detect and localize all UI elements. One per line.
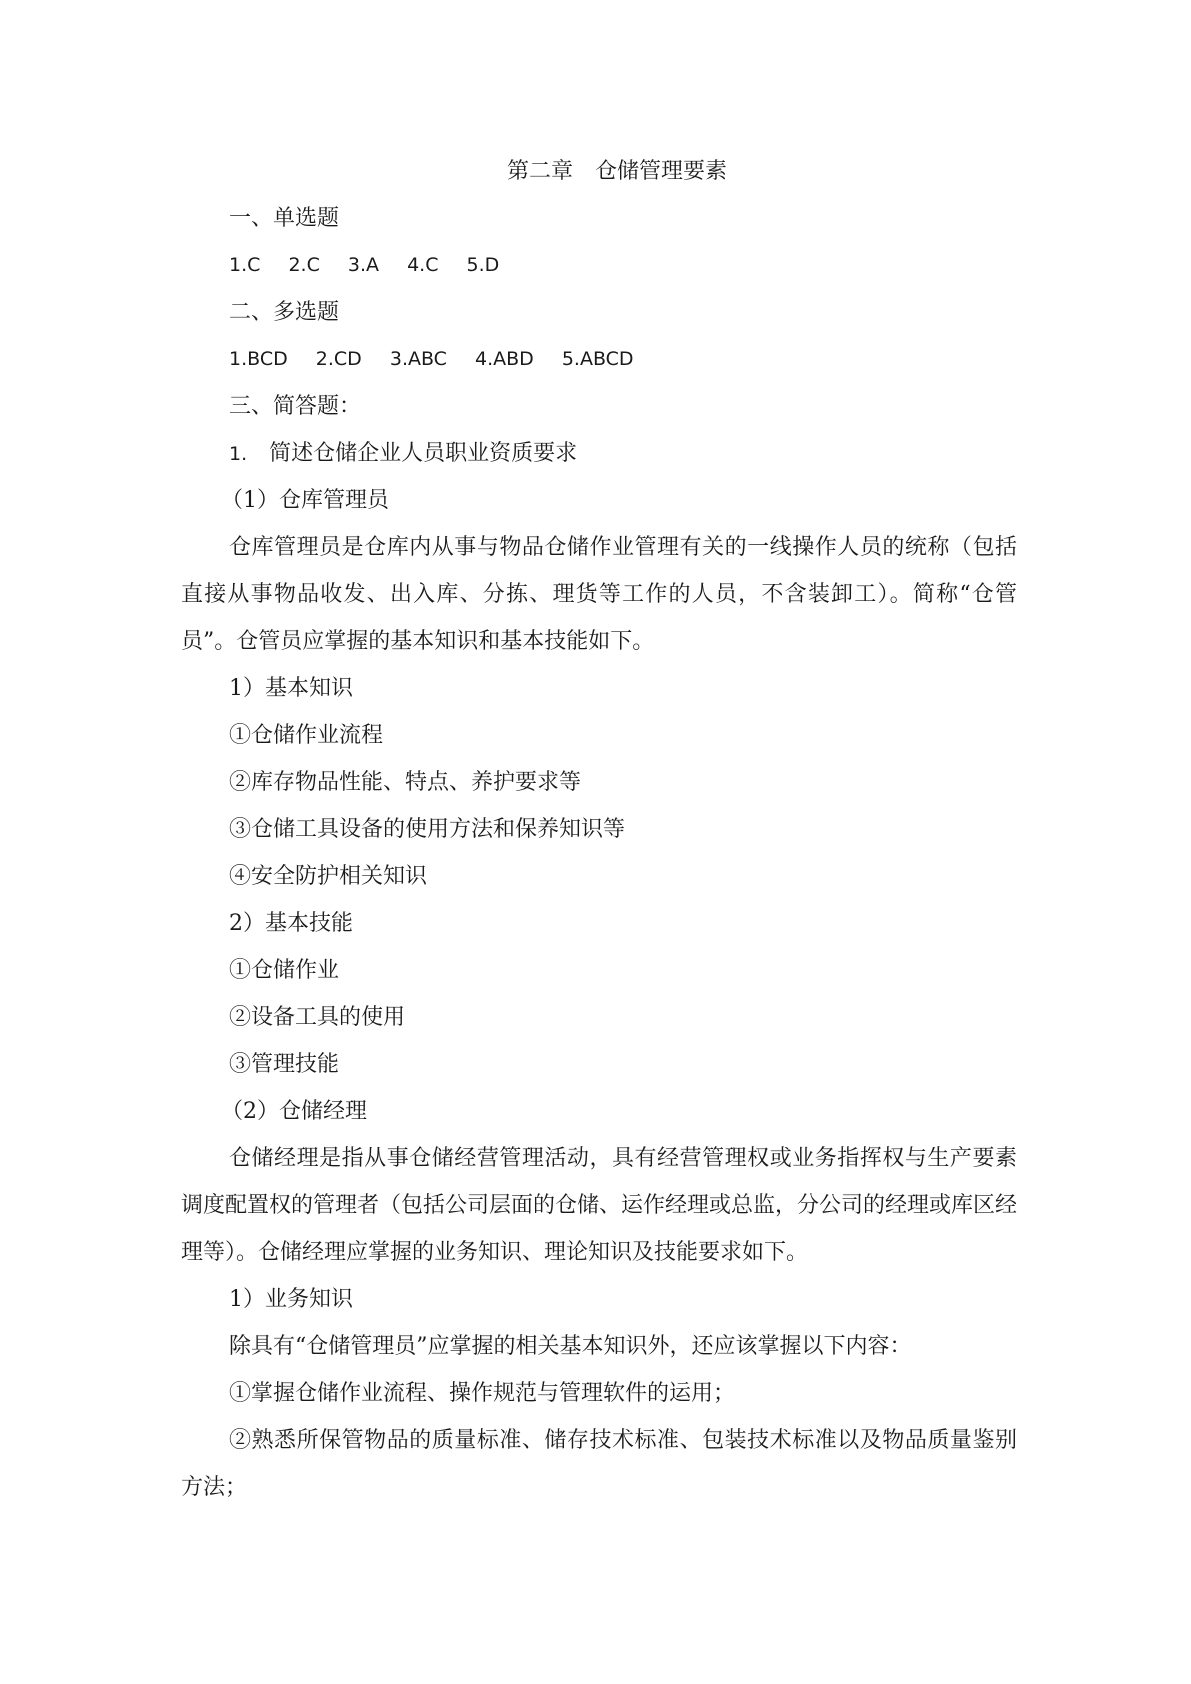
list-item: ②设备工具的使用 <box>229 1005 406 1030</box>
multi-choice-heading: 二、多选题 <box>229 300 340 325</box>
question-number: 1. <box>229 443 248 465</box>
single-choice-answers <box>181 242 1017 289</box>
question-1 <box>181 430 1017 477</box>
list-item: ①仓储作业流程 <box>229 723 384 748</box>
list-item: ①仓储作业 <box>229 958 340 983</box>
business-heading: 1）业务知识 <box>229 1287 353 1312</box>
part2-paragraph: 仓储经理是指从事仓储经营管理活动，具有经营管理权或业务指挥权与生产要素调度配置权的管理者（包括公司层面的仓储、运作经理或总监，分公司的经理或库区经理等）。仓储经理应掌握的业务知识、理论知识及技能要求如下。 <box>181 1146 1018 1265</box>
part1-heading: （1）仓库管理员 <box>221 488 389 513</box>
answer-item: 3.ABC <box>389 348 447 370</box>
part1-paragraph: 仓库管理员是仓库内从事与物品仓储作业管理有关的一线操作人员的统称（包括直接从事物品收发、出入库、分拣、理货等工作的人员，不含装卸工）。简称“仓管员”。仓管员应掌握的基本知识和基本技能如下。 <box>181 535 1017 654</box>
answer-item: 3.A <box>347 254 380 276</box>
answer-item: 1.BCD <box>229 348 288 370</box>
list-item: ③管理技能 <box>229 1052 340 1077</box>
chapter-title: 第二章 仓储管理要素 <box>506 159 727 184</box>
answer-item: 5.ABCD <box>561 348 634 370</box>
list-item: ②熟悉所保管物品的质量标准、储存技术标准、包装技术标准以及物品质量鉴别方法； <box>181 1428 1017 1500</box>
skills-heading: 2）基本技能 <box>229 911 353 936</box>
single-choice-heading: 一、单选题 <box>229 206 340 231</box>
list-item: ①掌握仓储作业流程、操作规范与管理软件的运用； <box>229 1381 736 1406</box>
page-content <box>181 148 1017 1511</box>
knowledge-heading: 1）基本知识 <box>229 676 353 701</box>
list-item: ②库存物品性能、特点、养护要求等 <box>229 770 582 795</box>
answer-item: 1.C <box>229 254 261 276</box>
list-item: ④安全防护相关知识 <box>229 864 428 889</box>
answer-item: 4.C <box>407 254 439 276</box>
answer-item: 2.C <box>288 254 320 276</box>
answer-item: 2.CD <box>315 348 362 370</box>
short-answer-heading: 三、简答题： <box>229 394 362 419</box>
multi-choice-answers <box>181 336 1017 383</box>
list-item: ③仓储工具设备的使用方法和保养知识等 <box>229 817 626 842</box>
answer-item: 4.ABD <box>475 348 534 370</box>
part2-heading: （2）仓储经理 <box>221 1099 367 1124</box>
business-intro: 除具有“仓储管理员”应掌握的相关基本知识外，还应该掌握以下内容： <box>229 1334 912 1359</box>
answer-item: 5.D <box>466 254 500 276</box>
question-text: 简述仓储企业人员职业资质要求 <box>269 441 578 466</box>
